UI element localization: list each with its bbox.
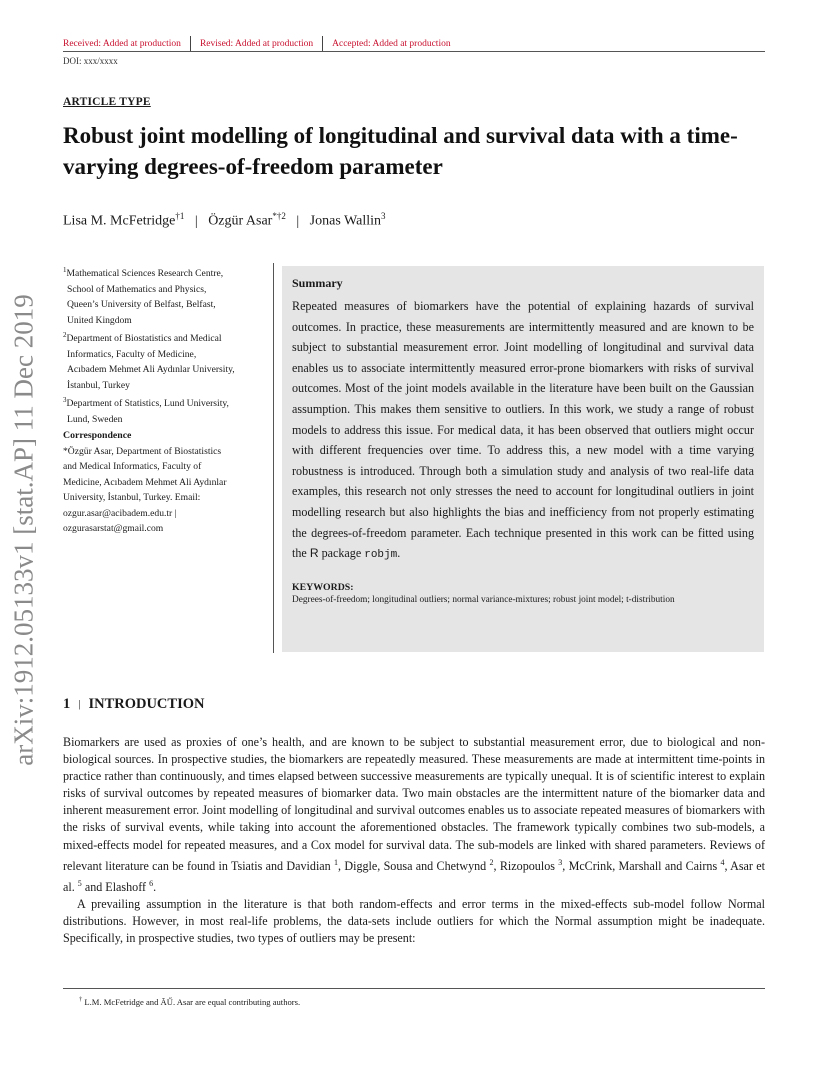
- footnote: [79, 996, 300, 1007]
- paragraph-text: , Asar et al.: [63, 858, 765, 894]
- email-link[interactable]: ozgurasarstat@gmail.com: [63, 523, 164, 534]
- correspondence-line: University, İstanbul, Turkey. Email:: [63, 492, 201, 503]
- citation-link[interactable]: 6: [149, 878, 154, 888]
- keywords-heading: KEYWORDS:: [292, 581, 354, 593]
- affiliation-number: 2: [63, 331, 67, 340]
- citation-link[interactable]: 4: [720, 857, 725, 867]
- citation-link[interactable]: 2: [489, 857, 494, 867]
- author-name: Jonas Wallin: [309, 213, 381, 229]
- author-separator: |: [194, 213, 198, 229]
- citation-link[interactable]: 5: [77, 878, 82, 888]
- r-language: R: [309, 546, 319, 561]
- divider: [322, 36, 323, 52]
- affiliation: [63, 328, 273, 393]
- revised-date: Revised: Added at production: [199, 39, 314, 49]
- column-divider: [273, 263, 274, 653]
- section-title: INTRODUCTION: [88, 696, 205, 712]
- citation-link[interactable]: 1: [334, 857, 339, 867]
- paragraph-text: , Diggle, Sousa and Chetwynd: [338, 858, 487, 873]
- paragraph-text: , Rizopoulos: [493, 858, 555, 873]
- arxiv-stamp: [0, 0, 48, 1086]
- footnote-rule: [63, 988, 765, 989]
- affiliation: [63, 393, 273, 427]
- affiliation: [63, 263, 273, 328]
- summary-text: [292, 296, 754, 566]
- arxiv-id: arXiv:1912.05133v1 [stat.AP] 11 Dec 2019: [8, 294, 39, 766]
- affiliation-line: School of Mathematics and Physics,: [67, 283, 207, 295]
- author-mark: *†2: [272, 211, 286, 221]
- paragraph-text: and Elashoff: [81, 879, 147, 894]
- doi: DOI: xxx/xxxx: [63, 56, 118, 66]
- affiliation-line: Queen’s University of Belfast, Belfast,: [67, 299, 216, 311]
- author-separator: |: [296, 213, 300, 229]
- correspondence-line: *Özgür Asar, Department of Biostatistics: [63, 445, 222, 457]
- article-type: ARTICLE TYPE: [63, 96, 151, 108]
- affiliation-number: 1: [63, 266, 67, 274]
- author-list: [63, 211, 386, 230]
- summary-end: .: [397, 546, 401, 561]
- author-mark: 3: [381, 211, 386, 221]
- header-rule: [63, 51, 765, 52]
- introduction-body: [63, 734, 765, 947]
- paper-title: Robust joint modelling of longitudinal and survival data with a time-varying degrees-of-freedom parameter: [63, 123, 738, 179]
- affiliation-number: 3: [63, 396, 67, 405]
- footnote-text: L.M. McFetridge and ÃŰ. Asar are equal contributing authors.: [82, 996, 301, 1007]
- affiliation-line: İstanbul, Turkey: [67, 379, 130, 391]
- received-date: Received: Added at production: [63, 39, 181, 49]
- paragraph: [63, 734, 765, 896]
- correspondence-heading: Correspondence: [63, 430, 132, 441]
- section-number: 1: [63, 696, 71, 712]
- paragraph: A prevailing assumption in the literature is that both random-effects and error terms in the mixed-effects sub-model follow Normal distributions. However, in most real-life problems, the data-sets include outliers for which the Normal assumption might be inadequate. Specifically, in prospective studies, two types of outliers may be present:: [63, 896, 765, 946]
- summary-package-word: package: [318, 546, 365, 561]
- paragraph-text: , McCrink, Marshall and Cairns: [562, 858, 718, 873]
- publication-dates: [63, 36, 451, 52]
- author-mark: †1: [175, 211, 185, 221]
- paragraph-text: .: [153, 879, 157, 894]
- affiliation-line: Acıbadem Mehmet Ali Aydınlar University,: [67, 364, 235, 376]
- correspondence: [63, 428, 273, 537]
- keywords: Degrees-of-freedom; longitudinal outliers; normal variance-mixtures; robust joint model; t-distribution: [292, 594, 675, 605]
- author-name: Özgür Asar: [208, 213, 273, 229]
- affiliation-line: Lund, Sweden: [67, 414, 123, 426]
- summary-box: [282, 266, 764, 652]
- summary-heading: Summary: [292, 276, 343, 290]
- accepted-date: Accepted: Added at production: [332, 39, 451, 49]
- section-heading: [63, 696, 204, 713]
- correspondence-line: Medicine, Acıbadem Mehmet Ali Aydınlar: [63, 476, 227, 488]
- citation-link[interactable]: 3: [558, 857, 563, 867]
- affiliation-line: Informatics, Faculty of Medicine,: [67, 348, 197, 360]
- author-name: Lisa M. McFetridge: [63, 213, 176, 229]
- summary-body: Repeated measures of biomarkers have the potential of explaining hazards of survival outcomes. In practice, these measurements are intermittently measured and are known to be subject to substantial measurement error. Joint modelling of longitudinal and survival data enables us to associate intermittently measured error-prone biomarkers with risks of survival outcomes. Most of the joint models available in the literature have been built on the Gaussian assumption. This makes them sensitive to outliers. In this work, we study a range of robust models to address this issue. For medical data, it has been observed that outliers might occur with different frequencies over time. To address this, a new model with a time varying robustness is introduced. Through both a simulation study and analysis of two real-life data examples, this research not only stresses the need to account for longitudinal outliers in joint modelling research but also highlights the bias and inefficiency from not properly estimating the degrees-of-freedom parameter. Each technique presented in this work can be fitted using the: [292, 299, 754, 561]
- affiliations: [63, 263, 273, 428]
- section-separator: |: [78, 698, 81, 710]
- affiliation-line: Department of Statistics, Lund University,: [66, 398, 229, 410]
- paragraph-text: Biomarkers are used as proxies of one’s health, and are known to be subject to substantial measurement error, due to biological and non-biological sources. In prospective studies, the biomarkers are repeatedly measured. These measurements are made at intermittent time-points in practice rather than continuously, and times elapsed between successive measurements are typically unequal. It is of scientific interest to explain risks of survival outcomes by repeated measures of biomarker data. Two main obstacles are the intermittent nature of the biomarker data and inherent measurement error. Joint modelling of longitudinal and survival outcomes enables us to associate repeated measures of biomarkers with the risks of survival events, while taking into account the aforementioned obstacles. The framework typically combines two sub-models, a mixed-effects model for repeated measures, and a Cox model for survival data. The sub-models are linked with shared parameters. Reviews of relevant literature can be found in Tsiatis and Davidian: [63, 735, 765, 873]
- correspondence-line: and Medical Informatics, Faculty of: [63, 461, 202, 472]
- email-link[interactable]: ozgur.asar@acibadem.edu.tr |: [63, 507, 177, 519]
- package-name: robjm: [364, 549, 398, 562]
- affiliation-line: Department of Biostatistics and Medical: [66, 333, 222, 345]
- affiliation-line: Mathematical Sciences Research Centre,: [66, 268, 224, 280]
- footnote-mark: †: [79, 996, 83, 1003]
- affiliation-line: United Kingdom: [67, 314, 132, 326]
- divider: [190, 36, 191, 52]
